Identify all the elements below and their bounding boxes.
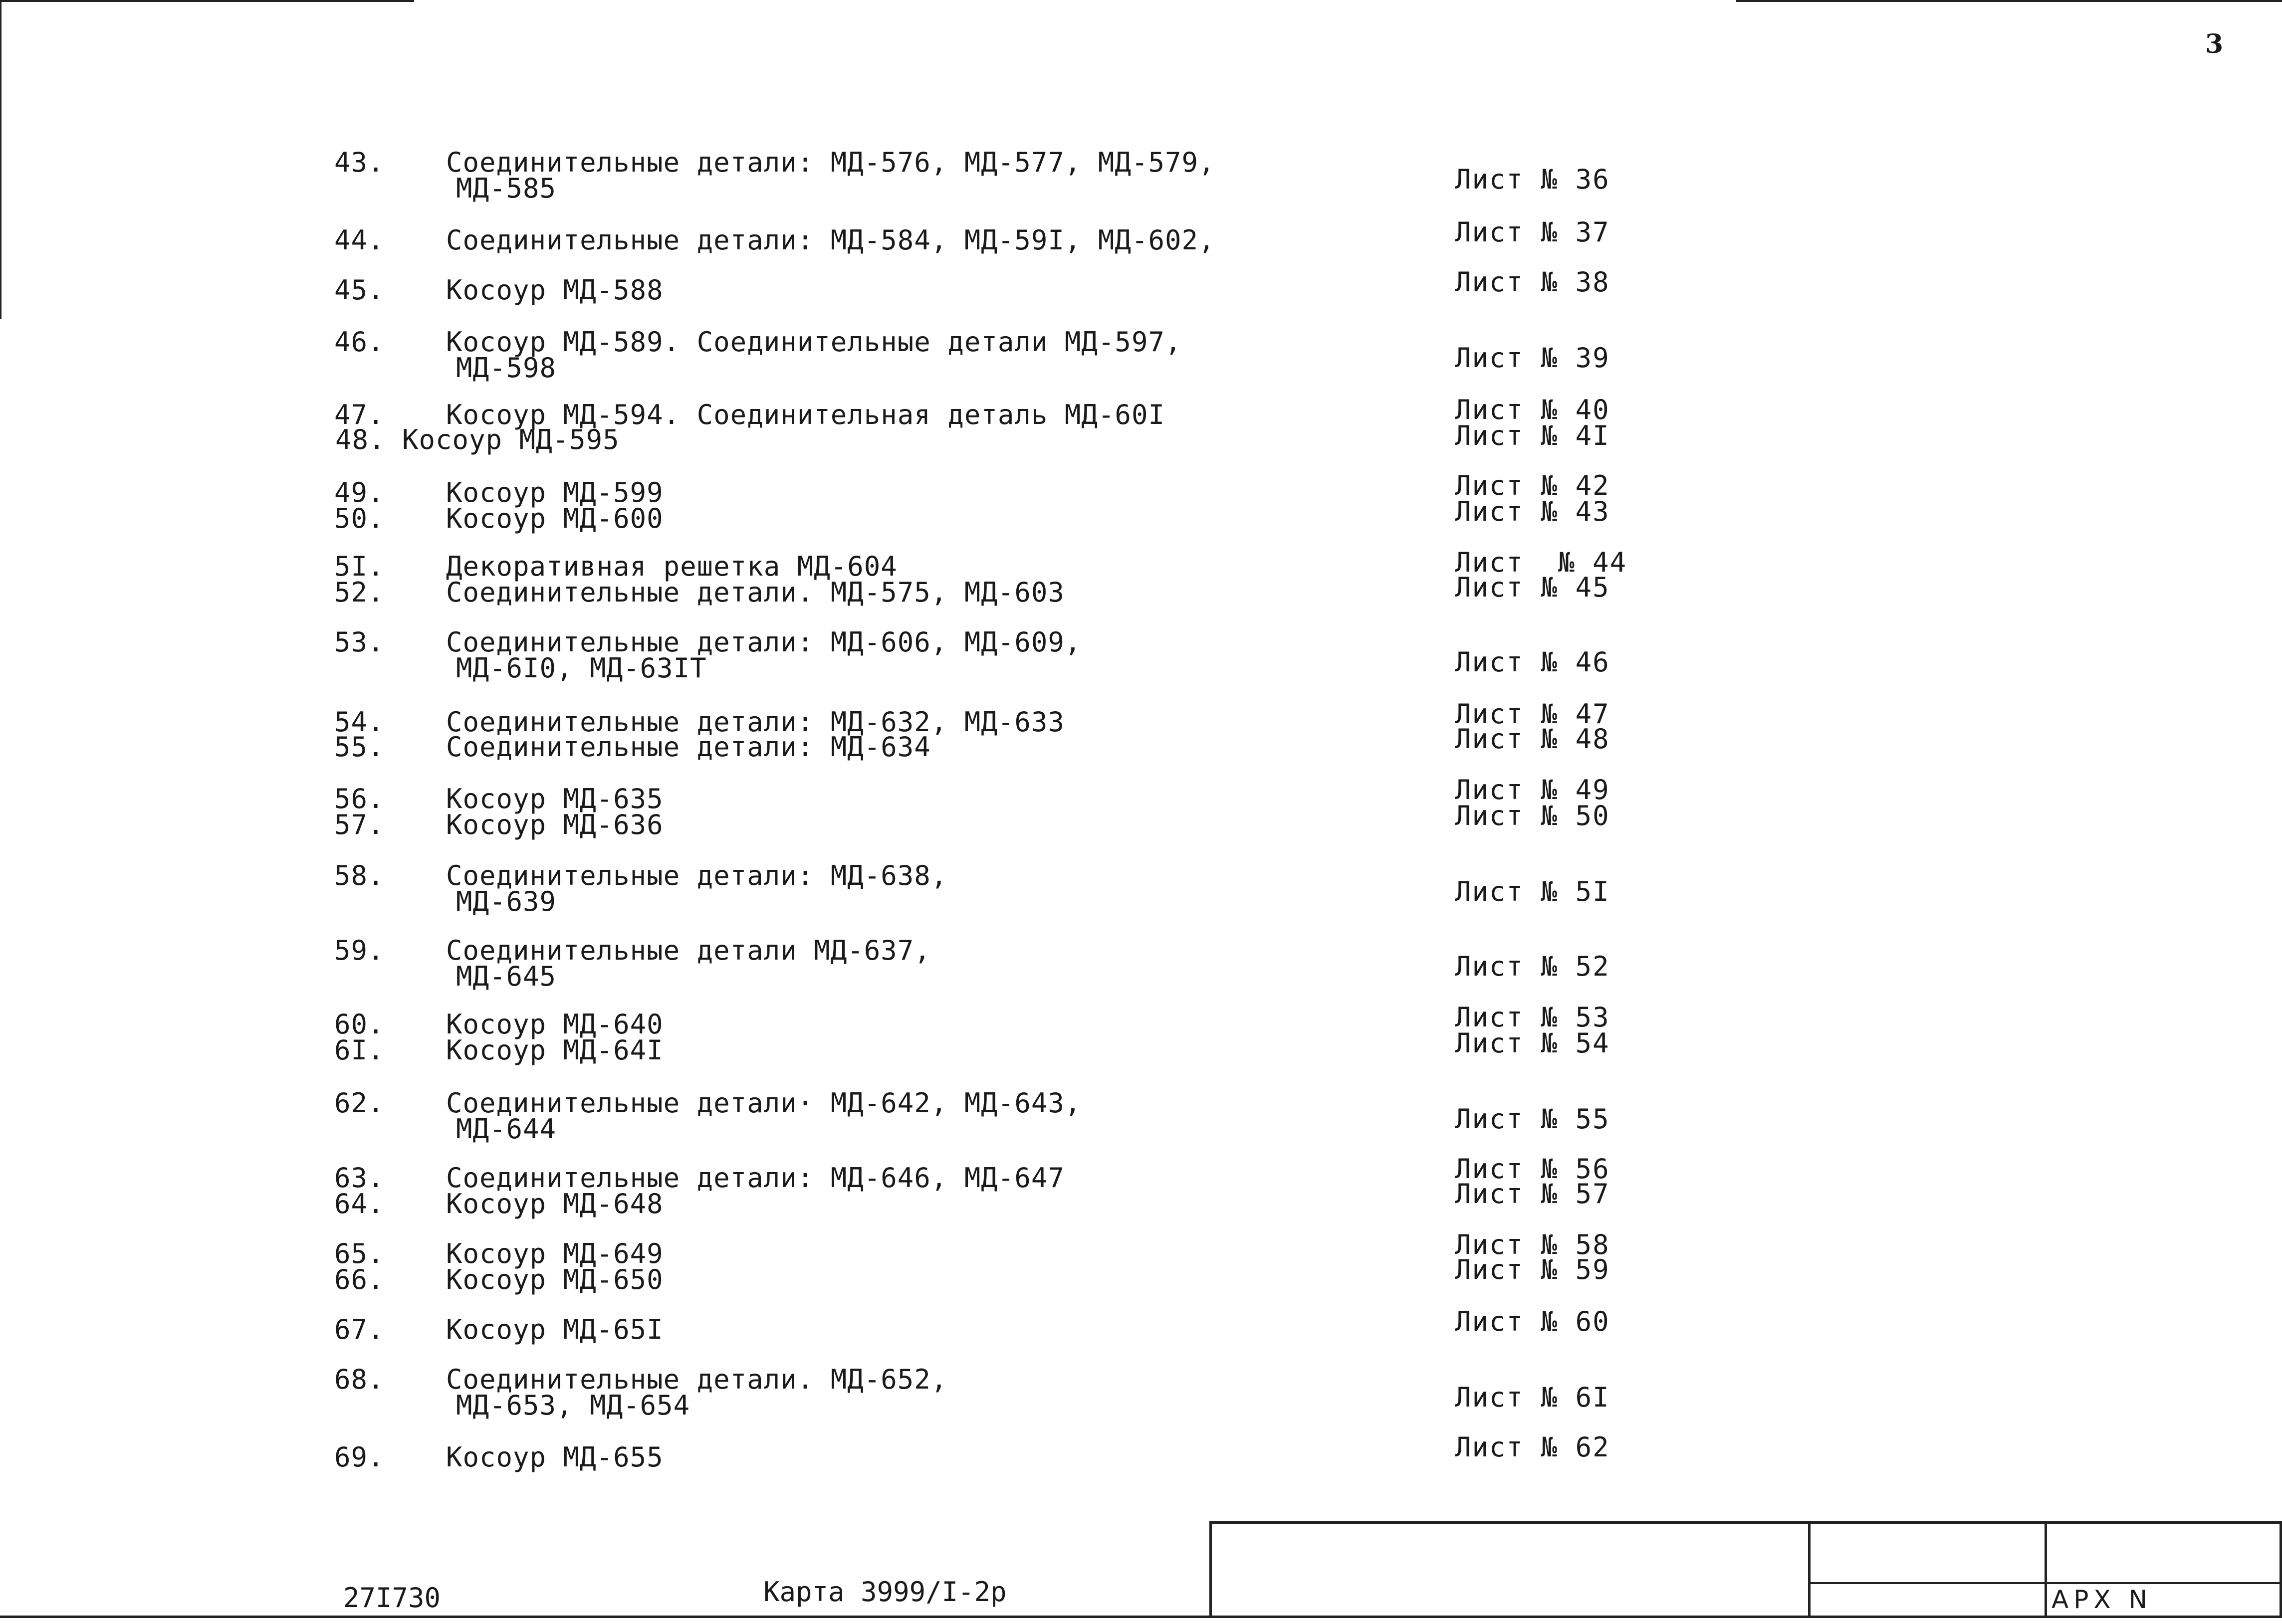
- entry-number: 47.: [334, 399, 385, 430]
- archive-label: АРХ N: [2052, 1585, 2152, 1614]
- entry-number: 57.: [334, 809, 385, 840]
- top-rule-left: [0, 0, 414, 2]
- sheet-reference: Лист № 40: [1455, 394, 1610, 425]
- entry-description-line: Соединительные детали: МД-638,: [446, 860, 948, 891]
- entry-description: [446, 224, 1215, 256]
- entry-number: 45.: [334, 274, 385, 306]
- entry-description-line: Косоур МД-650: [446, 1264, 664, 1295]
- entry-description-line: Соединительные детали МД-637,: [446, 935, 931, 966]
- entry-description: [446, 731, 931, 763]
- entry-description-line: Косоур МД-595: [402, 424, 620, 455]
- entry-description: [446, 1264, 664, 1295]
- sheet-reference: Лист № 56: [1455, 1153, 1610, 1185]
- entry-number: 53.: [334, 626, 385, 658]
- sheet-reference: Лист № 58: [1455, 1229, 1610, 1260]
- entry-number: 69.: [334, 1441, 385, 1473]
- title-block-row-line: [1808, 1582, 2282, 1584]
- entry-number: 43.: [334, 147, 385, 178]
- sheet-reference: Лист № 42: [1455, 470, 1610, 501]
- entry-description: [446, 783, 664, 814]
- entry-description: [446, 1238, 664, 1269]
- entry-number: 62.: [334, 1087, 385, 1119]
- sheet-reference: Лист № 36: [1455, 164, 1610, 195]
- entry-number: 60.: [334, 1009, 385, 1040]
- entry-description-line: Соединительные детали: МД-576, МД-577, МД-579,: [446, 147, 1215, 178]
- entry-description: [446, 477, 664, 508]
- entry-description-line: Косоур МД-636: [446, 809, 664, 840]
- sheet-reference: Лист № 53: [1455, 1002, 1610, 1033]
- sheet-reference: Лист № 55: [1455, 1103, 1610, 1135]
- entry-description-line: МД-639: [456, 886, 557, 917]
- entry-number: 50.: [334, 503, 385, 534]
- entry-number: 54.: [334, 706, 385, 738]
- entry-number: 58.: [334, 860, 385, 891]
- entry-number: 6I.: [334, 1034, 385, 1066]
- sheet-reference: Лист № 43: [1455, 496, 1610, 527]
- entry-description-line: Косоур МД-599: [446, 477, 664, 508]
- entry-description: [446, 935, 931, 992]
- entry-number: 48.: [335, 424, 386, 455]
- entry-number: 56.: [334, 783, 385, 814]
- sheet-reference: Лист № 44: [1455, 547, 1627, 578]
- entry-description-line: Соединительные детали. МД-652,: [446, 1364, 948, 1395]
- entry-number: 5I.: [334, 551, 385, 582]
- sheet-reference: Лист № 6I: [1455, 1382, 1610, 1413]
- top-rule-right: [1736, 0, 2282, 2]
- entry-number: 44.: [334, 224, 385, 256]
- sheet-reference: Лист № 47: [1455, 698, 1610, 730]
- entry-description-line: Декоративная решетка МД-604: [446, 551, 898, 582]
- entry-description: [446, 503, 664, 534]
- entry-number: 46.: [334, 326, 385, 358]
- entry-description-line: Косоур МД-640: [446, 1009, 664, 1040]
- entry-description-line: Косоур МД-649: [446, 1238, 664, 1269]
- title-block-divider-1: [1808, 1521, 1811, 1618]
- entry-description-line: Соединительные детали: МД-634: [446, 731, 931, 763]
- entry-description: [446, 326, 1182, 384]
- entry-description-line: Косоур МД-600: [446, 503, 664, 534]
- entry-description: [446, 1087, 1082, 1145]
- entry-description: [446, 1441, 664, 1473]
- page-number: 3: [2205, 29, 2224, 59]
- sheet-reference: Лист № 60: [1455, 1306, 1610, 1337]
- entry-description-line: МД-585: [456, 173, 557, 204]
- entry-description-line: Косоур МД-594. Соединительная деталь МД-60I: [446, 399, 1165, 430]
- entry-description: [446, 809, 664, 840]
- sheet-reference: Лист № 54: [1455, 1027, 1610, 1059]
- sheet-reference: Лист № 62: [1455, 1431, 1610, 1463]
- entry-description: [446, 626, 1082, 684]
- entry-description: [402, 424, 620, 455]
- entry-description: [446, 1314, 664, 1345]
- entry-number: 65.: [334, 1238, 385, 1269]
- left-margin-rule: [0, 0, 1, 319]
- sheet-reference: Лист № 37: [1455, 216, 1610, 248]
- sheet-reference: Лист № 39: [1455, 342, 1610, 374]
- entry-number: 67.: [334, 1314, 385, 1345]
- entry-description-line: МД-644: [456, 1113, 557, 1145]
- sheet-reference: Лист № 57: [1455, 1178, 1610, 1210]
- entry-number: 63.: [334, 1162, 385, 1194]
- inventory-number: 27I730: [343, 1582, 441, 1614]
- entry-description: [446, 1009, 664, 1040]
- entry-description-line: Соединительные детали: МД-646, МД-647: [446, 1162, 1065, 1194]
- entry-description-line: МД-6I0, МД-63IТ: [456, 652, 707, 684]
- entry-description-line: Косоур МД-65I: [446, 1314, 664, 1345]
- entry-number: 59.: [334, 935, 385, 966]
- entry-description-line: Косоур МД-635: [446, 783, 664, 814]
- entry-description-line: Соединительные детали. МД-575, МД-603: [446, 577, 1065, 608]
- entry-description-line: Соединительные детали· МД-642, МД-643,: [446, 1087, 1082, 1119]
- entry-description: [446, 1034, 664, 1066]
- entry-description-line: Косоур МД-64I: [446, 1034, 664, 1066]
- sheet-reference: Лист № 4I: [1455, 420, 1610, 451]
- entry-description: [446, 860, 948, 917]
- entry-description: [446, 577, 1065, 608]
- sheet-reference: Лист № 46: [1455, 646, 1610, 678]
- entry-description-line: МД-598: [456, 352, 557, 384]
- entry-description: [446, 1188, 664, 1219]
- entry-description: [446, 1162, 1065, 1194]
- entry-description: [446, 1364, 948, 1421]
- sheet-reference: Лист № 5I: [1455, 876, 1610, 907]
- entry-number: 49.: [334, 477, 385, 508]
- entry-description-line: Косоур МД-648: [446, 1188, 664, 1219]
- sheet-reference: Лист № 45: [1455, 572, 1610, 603]
- entry-description-line: Соединительные детали: МД-606, МД-609,: [446, 626, 1082, 658]
- title-block-divider-2: [2045, 1521, 2047, 1618]
- entry-number: 66.: [334, 1264, 385, 1295]
- entry-description: [446, 274, 664, 306]
- sheet-reference: Лист № 38: [1455, 266, 1610, 298]
- entry-description-line: Косоур МД-588: [446, 274, 664, 306]
- sheet-reference: Лист № 48: [1455, 723, 1610, 755]
- entry-number: 55.: [334, 731, 385, 763]
- entry-description: [446, 147, 1215, 204]
- entry-description-line: Соединительные детали: МД-584, МД-59I, МД-602,: [446, 224, 1215, 256]
- sheet-reference: Лист № 50: [1455, 800, 1610, 831]
- entry-description-line: Соединительные детали: МД-632, МД-633: [446, 706, 1065, 738]
- entry-description-line: МД-645: [456, 961, 557, 992]
- sheet-reference: Лист № 49: [1455, 774, 1610, 806]
- sheet-reference: Лист № 52: [1455, 951, 1610, 982]
- entry-description-line: Косоур МД-655: [446, 1441, 664, 1473]
- card-number: Карта 3999/I-2р: [763, 1576, 1007, 1608]
- sheet-reference: Лист № 59: [1455, 1254, 1610, 1285]
- entry-number: 64.: [334, 1188, 385, 1219]
- entry-description-line: Косоур МД-589. Соединительные детали МД-597,: [446, 326, 1182, 358]
- entry-description: [446, 551, 898, 582]
- entry-description-line: МД-653, МД-654: [456, 1390, 690, 1421]
- entry-number: 68.: [334, 1364, 385, 1395]
- entry-number: 52.: [334, 577, 385, 608]
